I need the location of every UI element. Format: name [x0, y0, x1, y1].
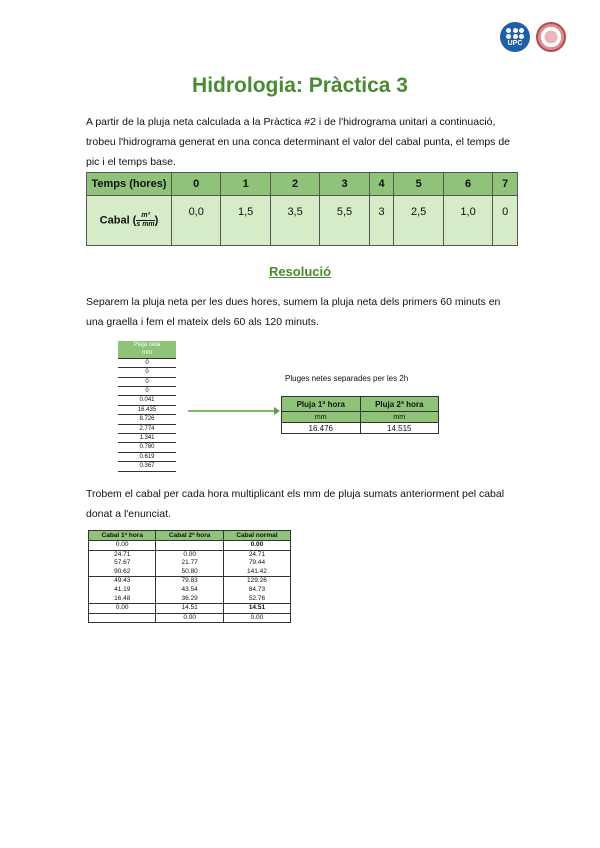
flow-col3: Cabal normal: [223, 531, 290, 541]
time-cell: 3: [320, 173, 369, 196]
time-cell: 7: [493, 173, 518, 196]
cell: 0.00: [89, 541, 156, 551]
table-row: [89, 595, 291, 604]
table-row: [89, 559, 291, 568]
table-row: [87, 196, 518, 246]
cell: 16.48: [89, 595, 156, 604]
split-unit2: mm: [360, 412, 439, 423]
flow-cell: 1,5: [221, 196, 270, 246]
split-unit1: mm: [282, 412, 361, 423]
rain-value: 1.341: [118, 434, 176, 443]
table-header-row: [87, 173, 518, 196]
rain-value: 16.435: [118, 405, 176, 414]
rain-value: 0.780: [118, 443, 176, 452]
table-row: [89, 541, 291, 551]
flow-cell: 0: [493, 196, 518, 246]
page-title: Hidrologia: Pràctica 3: [192, 74, 408, 97]
cell: 0.00: [223, 613, 290, 623]
split-caption: Pluges netes separades per les 2h: [285, 374, 409, 383]
cell: 36.29: [156, 595, 223, 604]
cell: 14.51: [156, 604, 223, 614]
cell: 50.80: [156, 568, 223, 577]
table-row: [89, 568, 291, 577]
arrow-icon: [188, 404, 280, 418]
cell: 24.71: [223, 550, 290, 559]
cell: 14.51: [223, 604, 290, 614]
cell: 0.00: [89, 604, 156, 614]
flow-col1: Cabal 1ª hora: [89, 531, 156, 541]
rain-header: Pluja neta: [118, 341, 176, 349]
flow-cell: 2,5: [394, 196, 443, 246]
table-row: [89, 586, 291, 595]
paragraph-split: Separem la pluja neta per les dues hores, sumem la pluja neta dels primers 60 minuts en una graella i fem el mateix dels 60 als 120 minuts.: [86, 296, 501, 328]
flow-cell: 0,0: [172, 196, 221, 246]
table-row: [89, 604, 291, 614]
table-row: [89, 577, 291, 586]
rain-value: 0.367: [118, 462, 176, 471]
cell: 57.67: [89, 559, 156, 568]
flow-cell: 3: [369, 196, 394, 246]
flow-table: [88, 530, 291, 623]
cell: 43.54: [156, 586, 223, 595]
split-val1: 16.476: [282, 423, 361, 434]
split-rain-table: [281, 396, 439, 434]
cell: 79.83: [156, 577, 223, 586]
time-cell: 1: [221, 173, 270, 196]
rain-value: 0: [118, 377, 176, 386]
cell: 24.71: [89, 550, 156, 559]
split-val2: 14.515: [360, 423, 439, 434]
rain-value: 0: [118, 387, 176, 396]
unit-hydrograph-table: [86, 172, 518, 246]
split-col2: Pluja 2ª hora: [360, 397, 439, 412]
paragraph-flow: Trobem el cabal per cada hora multiplicant els mm de pluja sumats anteriorment pel cabal donat a l'enunciat.: [86, 488, 505, 520]
time-cell: 2: [270, 173, 319, 196]
rain-list-table: [118, 341, 176, 472]
time-cell: 0: [172, 173, 221, 196]
cell: 0.00: [156, 613, 223, 623]
flow-col2: Cabal 2ª hora: [156, 531, 223, 541]
time-label: Temps (hores): [87, 173, 172, 196]
rain-value: 0: [118, 358, 176, 367]
header-logos: [500, 22, 566, 52]
flow-label: Cabal ( $\frac{\text{m³}}{\text{s mm}}$ ): [87, 196, 172, 246]
time-cell: 6: [443, 173, 492, 196]
flow-cell: 3,5: [270, 196, 319, 246]
cell: 79.44: [223, 559, 290, 568]
flow-cell: 5,5: [320, 196, 369, 246]
rain-unit: mm: [118, 349, 176, 358]
flow-unit: $\frac{\text{m³}}{\text{s mm}}$: [136, 211, 155, 228]
table-row: [89, 613, 291, 623]
split-col1: Pluja 1ª hora: [282, 397, 361, 412]
time-cell: 4: [369, 173, 394, 196]
cell: 49.43: [89, 577, 156, 586]
section-heading: Resolució: [268, 264, 332, 279]
rain-value: 8.726: [118, 415, 176, 424]
cell: 129.26: [223, 577, 290, 586]
cell: 21.77: [156, 559, 223, 568]
cell: 141.42: [223, 568, 290, 577]
rain-value: 0.041: [118, 396, 176, 405]
intro-paragraph: A partir de la pluja neta calculada a la Pràctica #2 i de l'hidrograma unitari a continuació, trobeu l'hidrograma generat en una conca determinant el valor del cabal punta, el temps de pic i el temps base.: [86, 116, 511, 168]
cell: 52.76: [223, 595, 290, 604]
cell: 41.19: [89, 586, 156, 595]
cell: [89, 613, 156, 623]
flow-cell: 1,0: [443, 196, 492, 246]
cell: 0.00: [156, 550, 223, 559]
rain-value: 0.619: [118, 452, 176, 461]
cell: 84.73: [223, 586, 290, 595]
rain-value: 2.774: [118, 424, 176, 433]
cell: [156, 541, 223, 551]
upc-logo: UPC: [500, 22, 530, 52]
rain-value: 0: [118, 368, 176, 377]
cell: 90.62: [89, 568, 156, 577]
time-cell: 5: [394, 173, 443, 196]
seal-logo: [536, 22, 566, 52]
cell: 0.00: [223, 541, 290, 551]
table-row: [89, 550, 291, 559]
